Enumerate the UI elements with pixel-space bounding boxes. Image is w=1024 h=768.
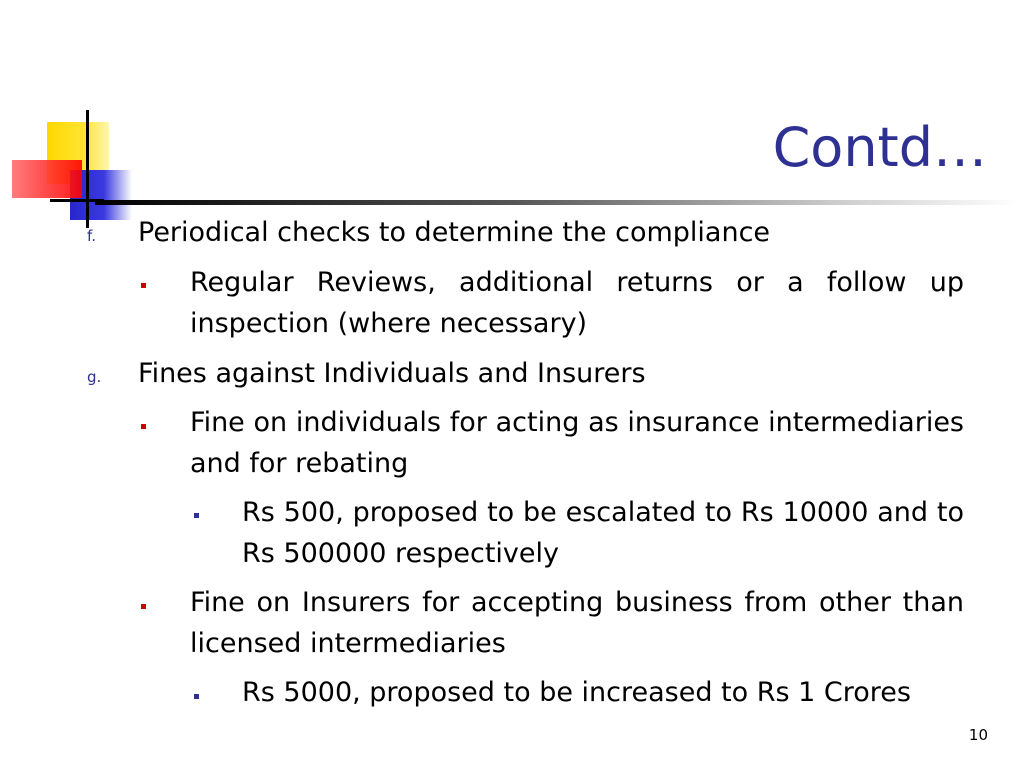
page-number: 10	[968, 726, 988, 744]
slide-title: Contd…	[772, 116, 987, 179]
list-item: Regular Reviews, additional returns or a follow up inspection (where necessary)	[190, 267, 964, 339]
bullet-square-icon	[141, 424, 146, 429]
bullet-square-icon	[141, 604, 146, 609]
bullet-square-icon	[194, 694, 199, 699]
list-item: Fine on individuals for acting as insurance intermediaries and for rebating	[190, 407, 964, 479]
bullet-square-icon	[141, 283, 146, 288]
list-item: Fine on Insurers for accepting business from other than licensed intermediaries	[190, 587, 964, 659]
list-item: Fines against Individuals and Insurers	[138, 358, 646, 389]
list-item: Rs 500, proposed to be escalated to Rs 10000 and to Rs 500000 respectively	[242, 497, 964, 569]
bullet-square-icon	[194, 513, 199, 518]
list-marker-g: g.	[87, 368, 102, 386]
list-item: Rs 5000, proposed to be increased to Rs 1 Crores	[242, 677, 911, 708]
list-item: Periodical checks to determine the compliance	[138, 217, 771, 248]
list-marker-f: f.	[87, 227, 96, 245]
